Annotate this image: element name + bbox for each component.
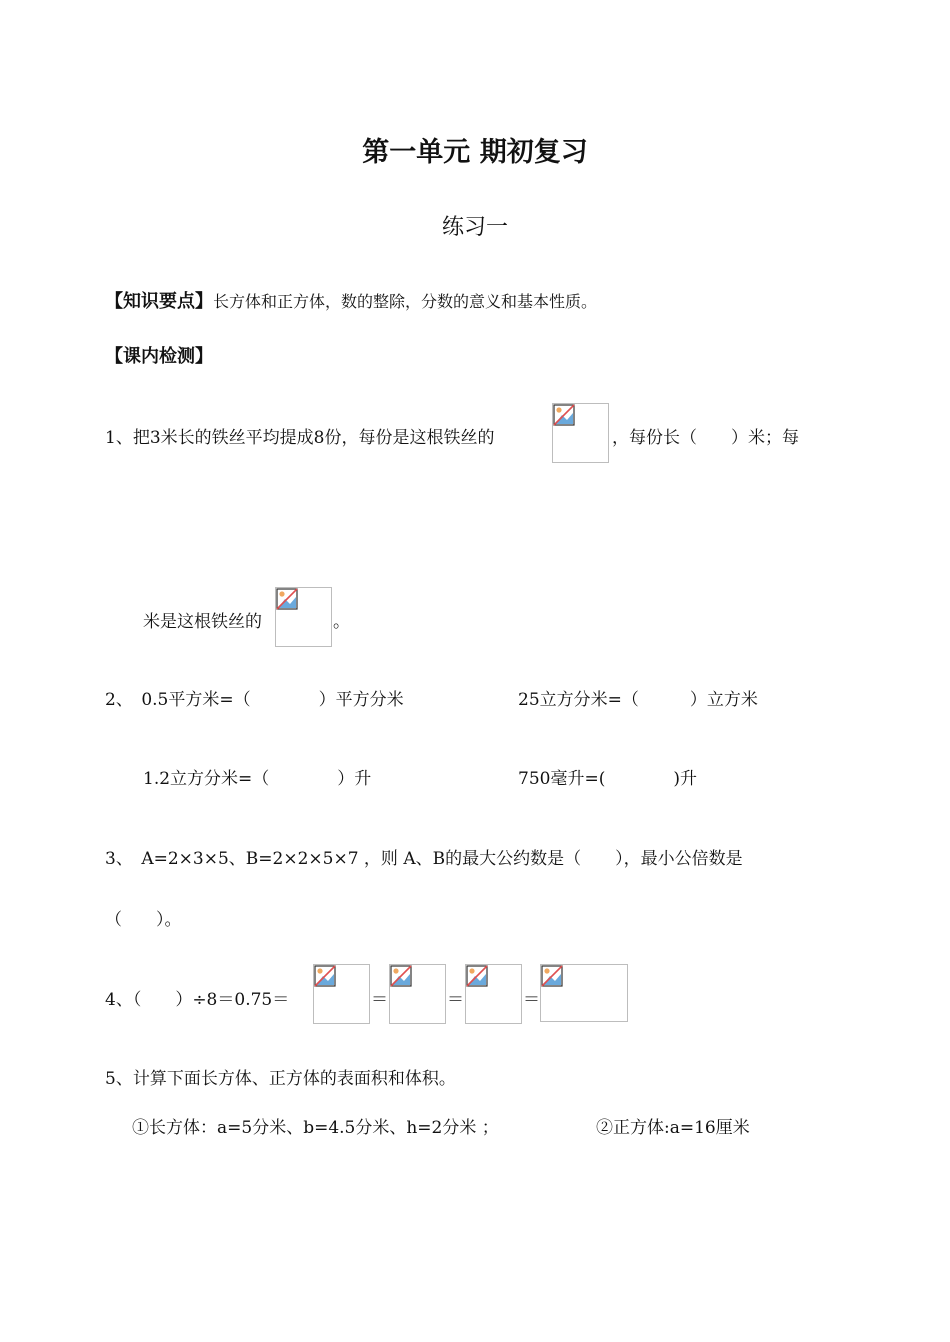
broken-image-icon <box>553 404 575 426</box>
fraction-image-placeholder <box>389 964 446 1024</box>
fraction-image-placeholder <box>552 403 609 463</box>
page-title: 第一单元 期初复习 <box>362 137 588 168</box>
broken-image-icon <box>276 588 298 610</box>
knowledge-label: 【知识要点】 <box>105 291 213 312</box>
knowledge-section <box>105 287 597 313</box>
in-class-label: 【课内检测】 <box>105 346 213 367</box>
equals-sign: ＝ <box>371 990 388 1010</box>
q3-line2: （ ）。 <box>105 910 182 930</box>
equals-sign: ＝ <box>523 990 540 1010</box>
knowledge-text: 长方体和正方体，数的整除，分数的意义和基本性质。 <box>213 292 598 311</box>
fraction-image-placeholder <box>465 964 522 1024</box>
broken-image-icon <box>466 965 488 987</box>
q5-item1: ①长方体：a=5分米、b=4.5分米、h=2分米 ； <box>132 1118 499 1138</box>
fraction-image-placeholder <box>313 964 370 1024</box>
broken-image-icon <box>390 965 412 987</box>
page-subtitle: 练习一 <box>441 215 508 240</box>
q1-line1-end: ，每份长（ ）米；每 <box>612 428 799 448</box>
q5-line1: 5、计算下面长方体、正方体的表面积和体积。 <box>105 1069 456 1089</box>
fraction-image-placeholder <box>275 587 332 647</box>
q3-line1: 3、 A=2×3×5、B=2×2×5×7 ，则 A、B的最大公约数是（ ），最小公倍数是 <box>105 849 743 869</box>
q2-row1-left: 2、 0.5平方米=（ ）平方分米 <box>105 690 404 710</box>
q1-line1: 1、把3米长的铁丝平均提成8份，每份是这根铁丝的 <box>105 428 495 448</box>
broken-image-icon <box>541 965 563 987</box>
q2-row2-left: 1.2立方分米=（ ）升 <box>143 769 372 789</box>
q1-line2-end: 。 <box>333 612 350 632</box>
q2-row1-right: 25立方分米=（ ）立方米 <box>518 690 758 710</box>
q4-prefix: 4、（ ）÷8＝0.75＝ <box>105 990 290 1010</box>
equals-sign: ＝ <box>447 990 464 1010</box>
q1-line2: 米是这根铁丝的 <box>143 612 262 632</box>
q5-item2: ②正方体:a=16厘米 <box>596 1118 750 1138</box>
q2-row2-right: 750毫升=( )升 <box>518 769 697 789</box>
fraction-image-placeholder <box>540 964 628 1022</box>
broken-image-icon <box>314 965 336 987</box>
